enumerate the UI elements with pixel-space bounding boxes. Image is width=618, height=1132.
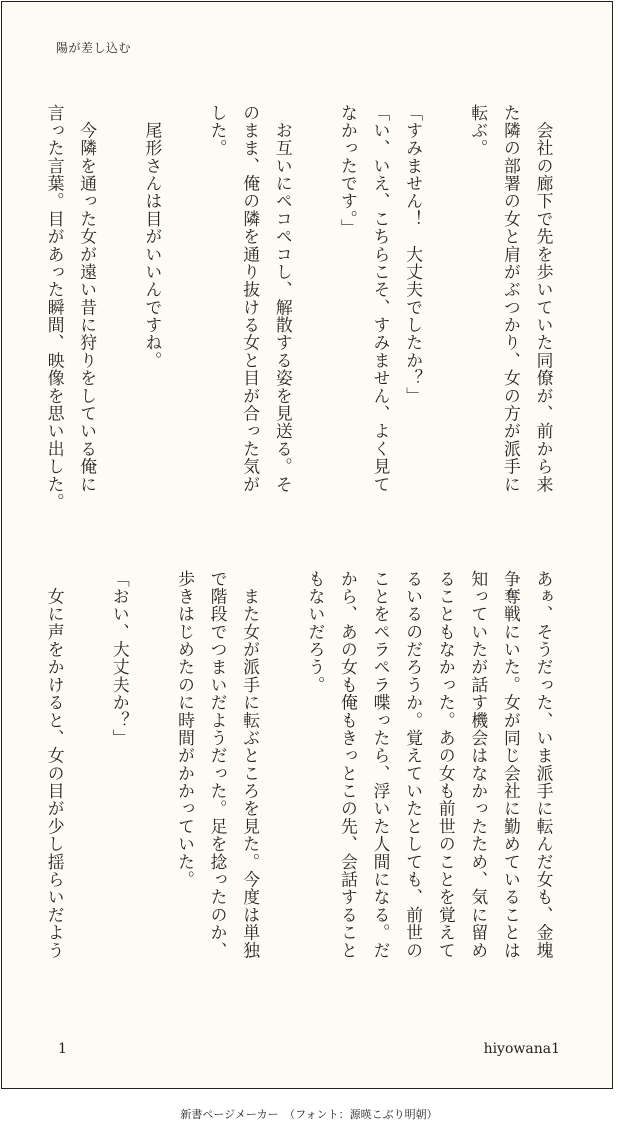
running-title: 陽が差し込む	[56, 41, 132, 55]
page-number: 1	[58, 1041, 67, 1057]
body-text-upper-block: 会社の廊下で先を歩いていた同僚が、前から来 た隣の部署の女と肩がぶつかり、女の方が派手に 転ぶ。 「すみません！ 大丈夫でしたか？」 「い、いえ、こちらこそ、すみません、よく見て なかったです。」 お互いにペコペコし、解散する姿を見送る。そ のまま、俺の隣を通り抜ける女と目が合った気が した。 尾形さんは目がいいんですね。 今隣を通った女が遠い昔に狩りをしている俺に 言った言葉。目があった瞬間、映像を思い出した。	[45, 104, 554, 511]
generator-credit: 新書ページメーカー （フォント：源暎こぶり明朝）	[180, 1108, 438, 1121]
book-page	[1, 1, 613, 1089]
author-name: hiyowana1	[483, 1041, 560, 1057]
body-text-lower-block: あぁ、そうだった、いま派手に転んだ女も、金塊 争奪戦にいた。女が同じ会社に勤めていることは 知っていたが話す機会はなかったため、気に留め ることもなかった。あの女も前世のことを覚えて るいるのだろうか。覚えていたとしても、前世の ことをペラペラ喋ったら、浮いた人間になる。だ から、あの女も俺もきっとこの先、会話すること もないだろう。 また女が派手に転ぶところを見た。今度は単独 で階段でつまいだようだった。足を捻ったのか、 歩きはじめたのに時間がかかっていた。 「おい、大丈夫か？」 女に声をかけると、女の目が少し揺らいだよう	[45, 570, 554, 960]
